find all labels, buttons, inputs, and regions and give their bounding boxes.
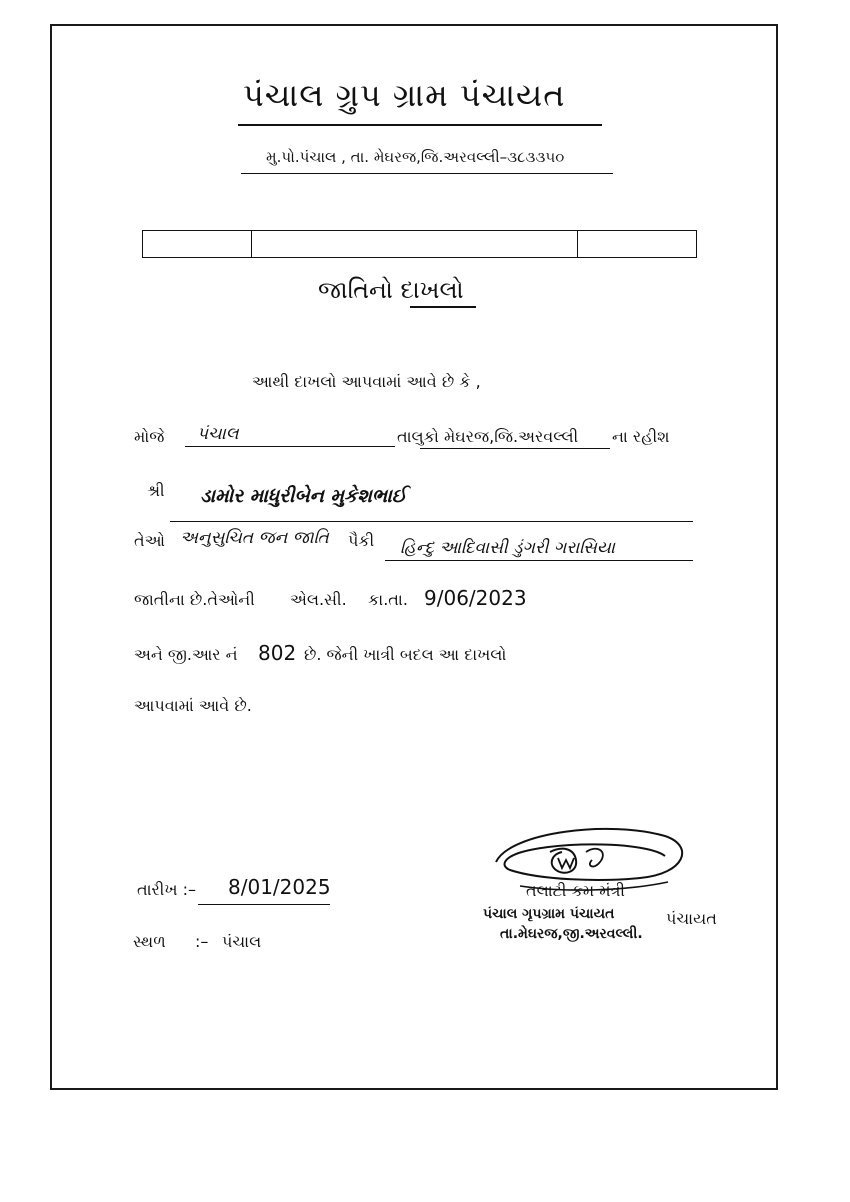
- panchayat-title: પંચાલ ગ્રુપ ગ્રામ પંચાયત: [243, 76, 566, 114]
- gr-suffix: છે. જેની ખાત્રી બદલ આ દાખલો: [304, 645, 507, 664]
- village-label: મોજે: [134, 427, 165, 446]
- date-label: તારીખ :–: [137, 880, 197, 899]
- box-divider: [251, 231, 252, 257]
- person-name: ડામોર માધુરીબેન મુકેશભાઈ: [200, 485, 407, 507]
- category-value: અનુસુચિત જન જાતિ: [180, 528, 329, 548]
- caste-underline: [385, 560, 693, 561]
- panchayat-suffix: પંચાયત: [666, 909, 717, 928]
- box-divider: [577, 231, 578, 257]
- heading-underline: [410, 306, 476, 308]
- taluka-text: તાલુકો મેઘરજ,જિ.અરવલ્લી: [397, 427, 579, 446]
- gr-number: 802: [258, 641, 297, 665]
- caste-value: હિન્દુ આદિવાસી ડુંગરી ગરાસિયા: [400, 538, 615, 558]
- lc-prefix: જાતીના છે.તેઓની: [134, 590, 255, 609]
- lc-date-label: કા.તા.: [368, 590, 408, 609]
- shri-label: શ્રી: [147, 481, 165, 500]
- lc-label: એલ.સી.: [290, 590, 347, 609]
- among-label: પૈકી: [348, 531, 375, 550]
- name-underline: [170, 521, 693, 522]
- lc-date: 9/06/2023: [424, 586, 527, 610]
- panchayat-address: મુ.પો.પંચાલ , તા. મેઘરજ,જિ.અરવલ્લી–૩૮૩૩૫૦: [266, 148, 565, 166]
- title-underline: [238, 124, 602, 126]
- they-label: તેઓ: [134, 531, 165, 550]
- reference-boxes: [142, 230, 697, 258]
- taluka-underline: [420, 448, 610, 449]
- district-stamp: તા.મેઘરજ,જી.અરવલ્લી.: [500, 926, 643, 942]
- place-label: સ્થળ: [133, 932, 166, 951]
- village-underline: [185, 446, 395, 447]
- panchayat-stamp: પંચાલ ગૃપગ્રામ પંચાયત: [483, 906, 615, 922]
- date-underline: [198, 904, 330, 905]
- closing-text: આપવામાં આવે છે.: [134, 696, 252, 715]
- gr-prefix: અને જી.આર નં: [134, 645, 238, 664]
- village-value: પંચાલ: [197, 424, 239, 444]
- resident-label: ના રહીશ: [612, 427, 670, 446]
- date-value: 8/01/2025: [228, 875, 331, 899]
- place-separator: :–: [195, 932, 209, 951]
- signatory-title: તલાટી કમ મંત્રી: [526, 881, 625, 900]
- place-value: પંચાલ: [222, 932, 262, 951]
- address-underline: [241, 173, 613, 174]
- intro-text: આથી દાખલો આપવામાં આવે છે કે ,: [252, 372, 481, 391]
- certificate-heading: જાતિનો દાખલો: [318, 276, 464, 304]
